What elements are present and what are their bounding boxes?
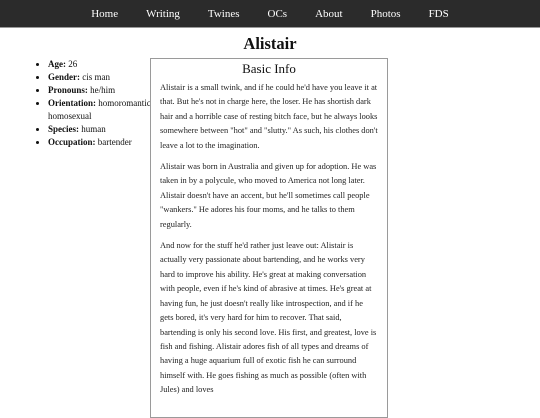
nav-home-link[interactable]: Home xyxy=(91,7,119,20)
fact-label: Age: xyxy=(48,59,66,69)
fact-value: he/him xyxy=(87,85,116,95)
fact-label: Gender: xyxy=(48,72,80,82)
page-title: Alistair xyxy=(243,34,297,53)
top-nav xyxy=(0,0,540,28)
nav-fds-link[interactable]: FDS xyxy=(428,7,449,20)
fact-label: Pronouns: xyxy=(48,85,88,95)
fact-label: Orientation: xyxy=(48,98,96,108)
fact-value: bartender xyxy=(95,137,132,147)
fact-occupation xyxy=(48,136,158,149)
fact-species xyxy=(48,123,158,136)
basic-info-panel[interactable] xyxy=(150,58,388,418)
bio-paragraph-appearance: Alistair is a small twink, and if he could he'd have you leave it at that. But he's not in charge here, the loser. He has shortish dark hair and a horrible case of resting bitch face, but he always looks somewhere between "hot" and "slutty." As such, his clothes don't leave a lot to the imagination. xyxy=(160,83,378,150)
panel-title: Basic Info xyxy=(242,61,296,76)
fact-value: cis man xyxy=(80,72,110,82)
fact-pronouns xyxy=(48,84,158,97)
fact-label: Species: xyxy=(48,124,79,134)
fact-age xyxy=(48,58,158,71)
nav-photos-link[interactable]: Photos xyxy=(370,7,401,20)
nav-ocs-link[interactable]: OCs xyxy=(267,7,288,20)
nav-writing-link[interactable]: Writing xyxy=(146,7,180,20)
fact-orientation xyxy=(48,97,158,123)
fact-value: 26 xyxy=(66,59,78,69)
character-facts-list xyxy=(36,58,158,149)
bio-paragraph-personality: And now for the stuff he'd rather just leave out: Alistair is actually very passionate about bartending, and he works very hard to improve his ability. He's great at making conversation with people, even if he's kind of abrasive at times. He's great at having fun, he just doesn't really like introspection, and if he gets bored, it's very hard for him to recover. That said, bartending is only his second love. His first, and greatest, love is fish and fishing. Alistair adores fish of all types and dreams of having a huge aquarium full of exotic fish he can surround himself with. He goes fishing as much as possible (often with Jules) and loves xyxy=(160,241,377,395)
panel-body xyxy=(151,81,387,398)
nav-twines-link[interactable]: Twines xyxy=(207,7,240,20)
fact-value: human xyxy=(79,124,106,134)
fact-value: homoromantic homosexual xyxy=(48,98,151,121)
nav-about-link[interactable]: About xyxy=(315,7,343,20)
fact-label: Occupation: xyxy=(48,137,96,147)
fact-gender xyxy=(48,71,158,84)
bio-paragraph-background: Alistair was born in Australia and given up for adoption. He was taken in by a polycule, who moved to America not long later. Alistair doesn't have an accent, but he'll sometimes call people "wankers." He adores his four moms, and he talks to them regularly. xyxy=(160,162,377,229)
